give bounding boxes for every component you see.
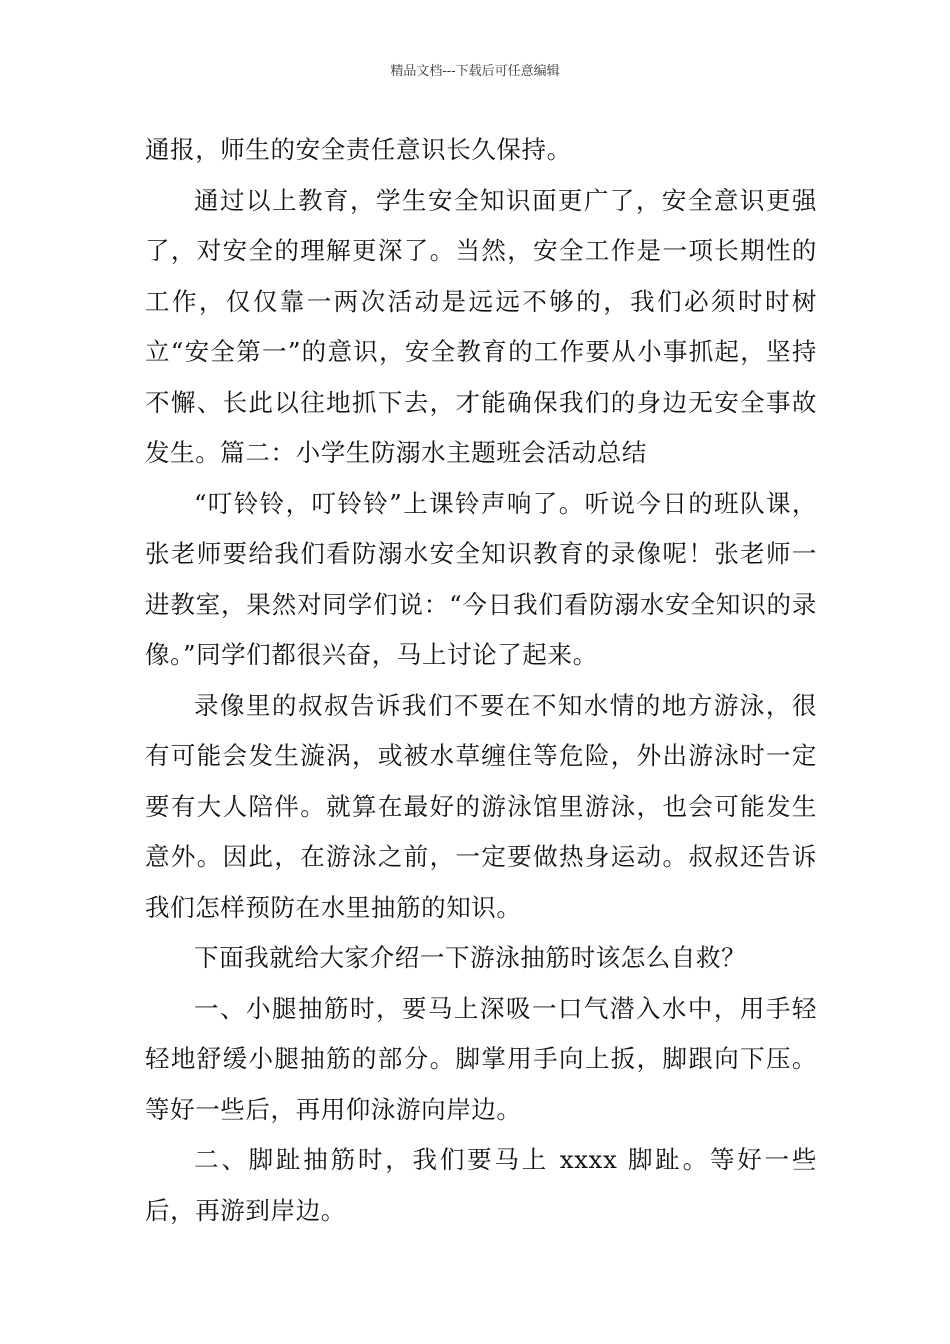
document-body [145, 125, 817, 1236]
paragraph-video-content: 录像里的叔叔告诉我们不要在不知水情的地方游泳，很有可能会发生漩涡，或被水草缠住等危险，外出游泳时一定要有大人陪伴。就算在最好的游泳馆里游泳，也会可能发生意外。因此，在游泳之前，一定要做热身运动。叔叔还告诉我们怎样预防在水里抽筋的知识。 [145, 690, 817, 922]
paragraph-self-rescue-intro: 下面我就给大家介绍一下游泳抽筋时该怎么自救？ [194, 943, 747, 972]
paragraph-toe-cramp: 二、脚趾抽筋时，我们要马上 xxxx 脚趾。等好一些后，再游到岸边。 [145, 1145, 817, 1225]
paragraph-calf-cramp: 一、小腿抽筋时，要马上深吸一口气潜入水中，用手轻轻地舒缓小腿抽筋的部分。脚掌用手向上扳，脚跟向下压。等好一些后，再用仰泳游向岸边。 [145, 993, 817, 1124]
paragraph-class-bell: “叮铃铃，叮铃铃”上课铃声响了。听说今日的班队课，张老师要给我们看防溺水安全知识教育的录像呢！张老师一进教室，果然对同学们说：“今日我们看防溺水安全知识的录像。”同学们都很兴奋，马上讨论了起来。 [145, 488, 817, 669]
paragraph-continuation: 通报，师生的安全责任意识长久保持。 [145, 135, 572, 164]
page-header: 精品文档---下载后可任意编辑 [390, 64, 560, 79]
paragraph-summary: 通过以上教育，学生安全知识面更广了，安全意识更强了，对安全的理解更深了。当然，安全工作是一项长期性的工作，仅仅靠一两次活动是远远不够的，我们必须时时树立“安全第一”的意识，安全教育的工作要从小事抓起，坚持不懈、长此以往地抓下去，才能确保我们的身边无安全事故发生。篇二：小学生防溺水主题班会活动总结 [145, 185, 817, 467]
